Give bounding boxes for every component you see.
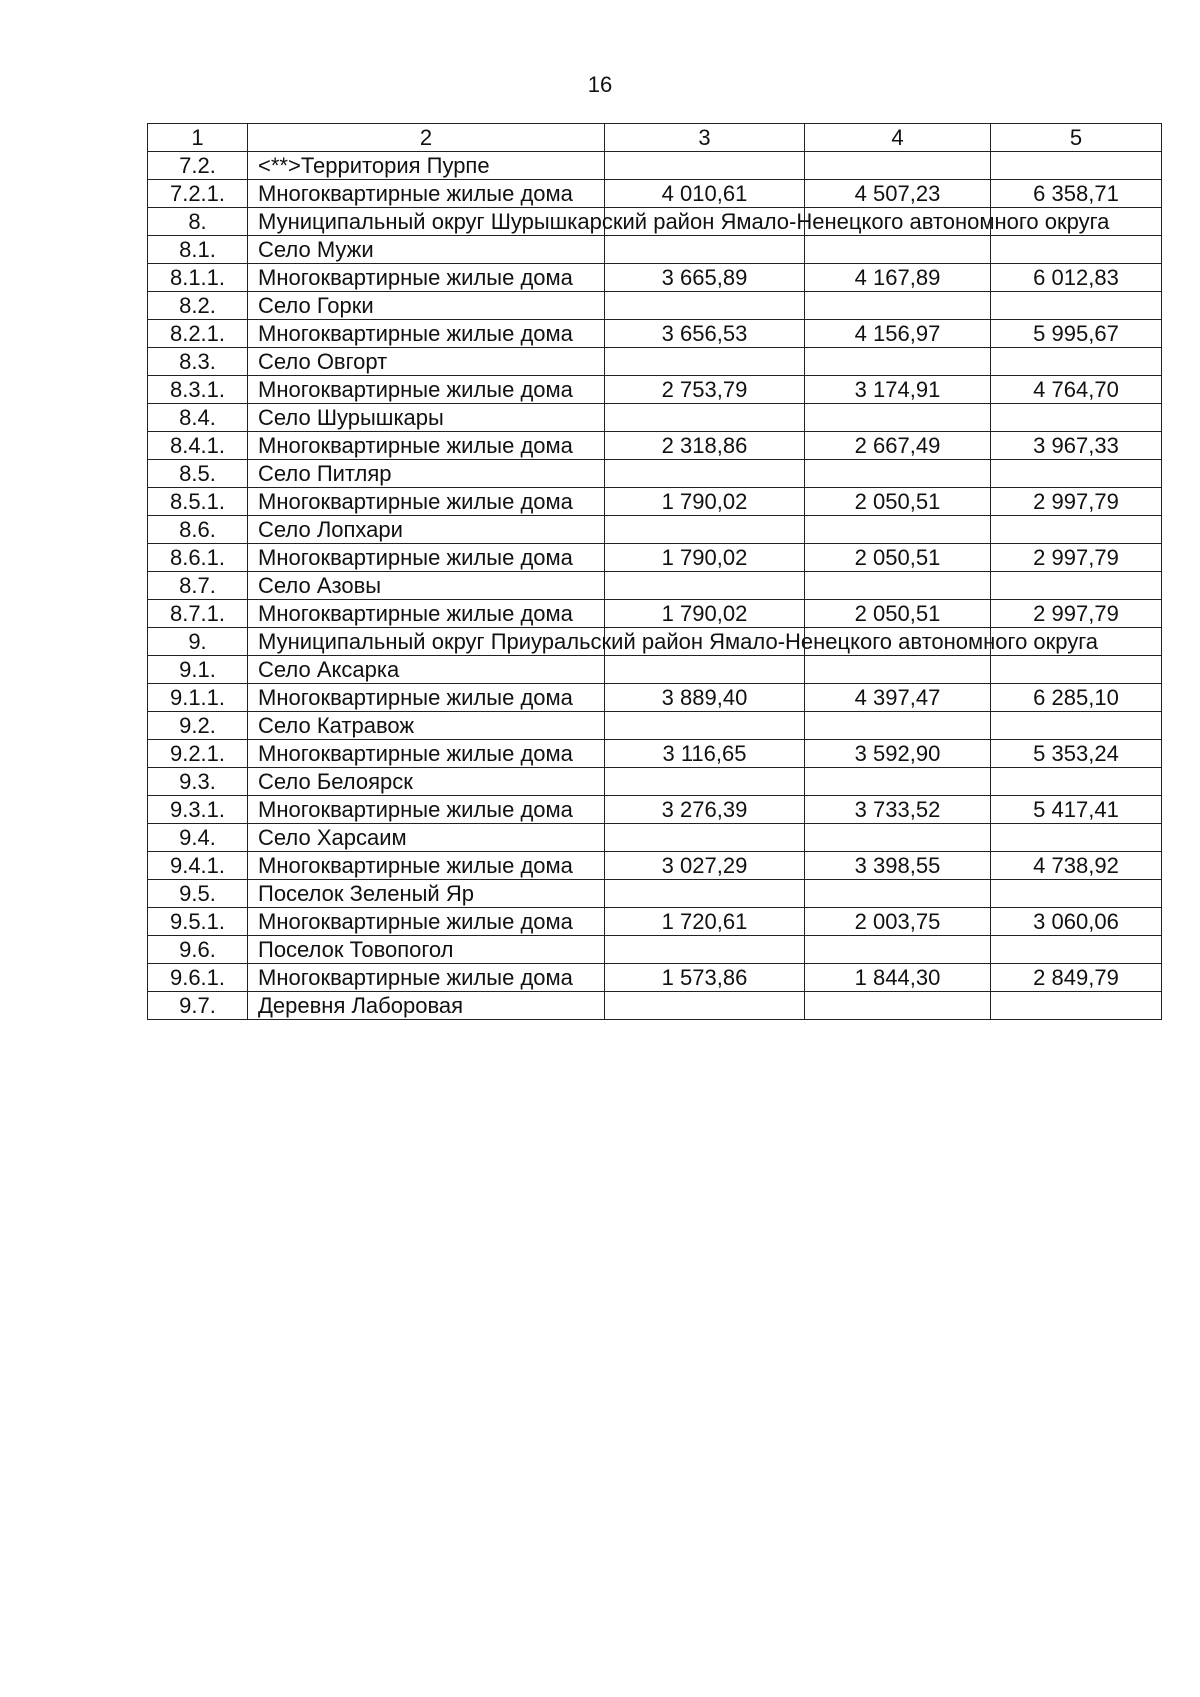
value-col-3 (605, 824, 805, 852)
value-col-4: 4 507,23 (805, 180, 991, 208)
row-number: 8.2. (148, 292, 248, 320)
row-number: 9.2.1. (148, 740, 248, 768)
table-row (148, 208, 1162, 236)
row-name: Село Овгорт (248, 348, 605, 376)
value-col-5: 3 967,33 (991, 432, 1162, 460)
value-col-5: 2 849,79 (991, 964, 1162, 992)
value-col-5 (991, 880, 1162, 908)
table-row (148, 152, 1162, 180)
row-name: Многоквартирные жилые дома (248, 684, 605, 712)
value-col-5: 3 060,06 (991, 908, 1162, 936)
value-col-4 (805, 152, 991, 180)
row-name: Поселок Товопогол (248, 936, 605, 964)
row-name: Многоквартирные жилые дома (248, 264, 605, 292)
value-col-5: 6 358,71 (991, 180, 1162, 208)
table-row (148, 880, 1162, 908)
value-col-4: 4 167,89 (805, 264, 991, 292)
value-col-5: 6 012,83 (991, 264, 1162, 292)
value-col-4 (805, 992, 991, 1020)
row-name: Муниципальный округ Приуральский район Ямало-Ненецкого автономного округа (248, 628, 605, 656)
row-number: 8.4. (148, 404, 248, 432)
value-col-5 (991, 656, 1162, 684)
value-col-3: 3 116,65 (605, 740, 805, 768)
value-col-3: 1 790,02 (605, 600, 805, 628)
row-number: 9.2. (148, 712, 248, 740)
row-name: Деревня Лаборовая (248, 992, 605, 1020)
row-number: 8.3. (148, 348, 248, 376)
table-row (148, 964, 1162, 992)
row-number: 8.2.1. (148, 320, 248, 348)
row-name: Село Белоярск (248, 768, 605, 796)
value-col-4 (805, 656, 991, 684)
column-header: 1 (148, 124, 248, 152)
value-col-4 (805, 236, 991, 264)
value-col-4 (805, 768, 991, 796)
value-col-5 (991, 292, 1162, 320)
row-name: Многоквартирные жилые дома (248, 376, 605, 404)
value-col-3 (605, 516, 805, 544)
row-name: Многоквартирные жилые дома (248, 908, 605, 936)
table-row (148, 740, 1162, 768)
value-col-5 (991, 404, 1162, 432)
table-row (148, 572, 1162, 600)
table-row (148, 432, 1162, 460)
row-name: Село Шурышкары (248, 404, 605, 432)
value-col-3 (605, 572, 805, 600)
value-col-3 (605, 880, 805, 908)
row-number: 9.7. (148, 992, 248, 1020)
row-number: 8.5.1. (148, 488, 248, 516)
value-col-4 (805, 824, 991, 852)
value-col-4: 2 050,51 (805, 544, 991, 572)
value-col-4: 1 844,30 (805, 964, 991, 992)
table-row (148, 544, 1162, 572)
value-col-5: 4 764,70 (991, 376, 1162, 404)
data-table (147, 123, 1162, 1020)
table-row (148, 292, 1162, 320)
value-col-4: 2 667,49 (805, 432, 991, 460)
value-col-5: 5 353,24 (991, 740, 1162, 768)
value-col-3 (605, 152, 805, 180)
value-col-3 (605, 768, 805, 796)
table-row (148, 796, 1162, 824)
row-number: 9.5. (148, 880, 248, 908)
row-name: Многоквартирные жилые дома (248, 432, 605, 460)
row-name: Поселок Зеленый Яр (248, 880, 605, 908)
table-row (148, 180, 1162, 208)
row-number: 9.4.1. (148, 852, 248, 880)
value-col-4 (805, 572, 991, 600)
table-row (148, 488, 1162, 516)
value-col-3 (605, 460, 805, 488)
row-name: Село Горки (248, 292, 605, 320)
value-col-4: 4 397,47 (805, 684, 991, 712)
row-number: 7.2.1. (148, 180, 248, 208)
table-body (148, 124, 1162, 1020)
value-col-5: 2 997,79 (991, 488, 1162, 516)
row-name: Село Азовы (248, 572, 605, 600)
table-row (148, 852, 1162, 880)
column-header: 2 (248, 124, 605, 152)
value-col-5 (991, 992, 1162, 1020)
row-number: 9.3. (148, 768, 248, 796)
table-row (148, 516, 1162, 544)
value-col-3 (605, 992, 805, 1020)
row-name: Многоквартирные жилые дома (248, 964, 605, 992)
row-number: 9.1. (148, 656, 248, 684)
value-col-5: 5 995,67 (991, 320, 1162, 348)
value-col-5 (991, 236, 1162, 264)
value-col-5 (991, 572, 1162, 600)
table-row (148, 712, 1162, 740)
row-number: 8.1.1. (148, 264, 248, 292)
value-col-4 (805, 880, 991, 908)
row-number: 8.6. (148, 516, 248, 544)
table-row (148, 628, 1162, 656)
value-col-5 (991, 152, 1162, 180)
table-row (148, 992, 1162, 1020)
row-number: 9.4. (148, 824, 248, 852)
row-number: 9. (148, 628, 248, 656)
row-name: Многоквартирные жилые дома (248, 488, 605, 516)
value-col-3: 1 790,02 (605, 544, 805, 572)
value-col-5 (991, 712, 1162, 740)
value-col-5 (991, 768, 1162, 796)
value-col-3 (605, 936, 805, 964)
value-col-3: 2 753,79 (605, 376, 805, 404)
value-col-4: 2 050,51 (805, 600, 991, 628)
value-col-4: 3 174,91 (805, 376, 991, 404)
value-col-3: 1 790,02 (605, 488, 805, 516)
row-number: 8.7.1. (148, 600, 248, 628)
row-number: 8.5. (148, 460, 248, 488)
table-row (148, 320, 1162, 348)
value-col-4 (805, 404, 991, 432)
row-name: Село Аксарка (248, 656, 605, 684)
value-col-5 (991, 824, 1162, 852)
row-name: <**>Территория Пурпе (248, 152, 605, 180)
table-row (148, 236, 1162, 264)
value-col-3: 3 276,39 (605, 796, 805, 824)
row-number: 8.6.1. (148, 544, 248, 572)
row-name: Село Мужи (248, 236, 605, 264)
row-name: Многоквартирные жилые дома (248, 180, 605, 208)
table-row (148, 824, 1162, 852)
value-col-3: 3 889,40 (605, 684, 805, 712)
value-col-4: 2 050,51 (805, 488, 991, 516)
row-name: Многоквартирные жилые дома (248, 796, 605, 824)
value-col-3 (605, 656, 805, 684)
row-name: Село Харсаим (248, 824, 605, 852)
table-row (148, 656, 1162, 684)
row-number: 9.5.1. (148, 908, 248, 936)
row-number: 8.1. (148, 236, 248, 264)
value-col-4 (805, 292, 991, 320)
row-number: 9.6. (148, 936, 248, 964)
table-row (148, 376, 1162, 404)
table-row (148, 936, 1162, 964)
value-col-3: 3 656,53 (605, 320, 805, 348)
row-name: Село Катравож (248, 712, 605, 740)
value-col-3: 1 720,61 (605, 908, 805, 936)
row-number: 8.7. (148, 572, 248, 600)
value-col-3 (605, 292, 805, 320)
value-col-3 (605, 712, 805, 740)
table-row (148, 768, 1162, 796)
row-name: Многоквартирные жилые дома (248, 544, 605, 572)
value-col-3: 1 573,86 (605, 964, 805, 992)
value-col-4: 3 733,52 (805, 796, 991, 824)
row-name: Муниципальный округ Шурышкарский район Ямало-Ненецкого автономного округа (248, 208, 605, 236)
row-number: 9.6.1. (148, 964, 248, 992)
value-col-4: 3 592,90 (805, 740, 991, 768)
value-col-5: 5 417,41 (991, 796, 1162, 824)
row-number: 8.3.1. (148, 376, 248, 404)
value-col-3 (605, 236, 805, 264)
table-row (148, 460, 1162, 488)
header-row (148, 124, 1162, 152)
value-col-5 (991, 936, 1162, 964)
page-number: 16 (587, 72, 613, 97)
value-col-5 (991, 516, 1162, 544)
row-name: Многоквартирные жилые дома (248, 852, 605, 880)
value-col-4 (805, 936, 991, 964)
row-number: 7.2. (148, 152, 248, 180)
value-col-5: 2 997,79 (991, 600, 1162, 628)
row-name: Многоквартирные жилые дома (248, 320, 605, 348)
row-number: 8.4.1. (148, 432, 248, 460)
column-header: 5 (991, 124, 1162, 152)
row-name: Село Питляр (248, 460, 605, 488)
value-col-4: 2 003,75 (805, 908, 991, 936)
row-name: Многоквартирные жилые дома (248, 740, 605, 768)
value-col-5 (991, 348, 1162, 376)
value-col-5: 6 285,10 (991, 684, 1162, 712)
row-name: Село Лопхари (248, 516, 605, 544)
value-col-3: 2 318,86 (605, 432, 805, 460)
table-row (148, 264, 1162, 292)
column-header: 4 (805, 124, 991, 152)
row-name: Многоквартирные жилые дома (248, 600, 605, 628)
value-col-4: 4 156,97 (805, 320, 991, 348)
value-col-3: 3 027,29 (605, 852, 805, 880)
value-col-4 (805, 516, 991, 544)
table-row (148, 404, 1162, 432)
table-row (148, 684, 1162, 712)
value-col-5: 4 738,92 (991, 852, 1162, 880)
row-number: 8. (148, 208, 248, 236)
row-number: 9.1.1. (148, 684, 248, 712)
value-col-4 (805, 348, 991, 376)
column-header: 3 (605, 124, 805, 152)
table-row (148, 600, 1162, 628)
value-col-4 (805, 712, 991, 740)
value-col-3 (605, 348, 805, 376)
value-col-3: 4 010,61 (605, 180, 805, 208)
value-col-5: 2 997,79 (991, 544, 1162, 572)
value-col-4 (805, 460, 991, 488)
value-col-5 (991, 460, 1162, 488)
table-row (148, 348, 1162, 376)
value-col-3: 3 665,89 (605, 264, 805, 292)
value-col-4: 3 398,55 (805, 852, 991, 880)
row-number: 9.3.1. (148, 796, 248, 824)
value-col-3 (605, 404, 805, 432)
table-row (148, 908, 1162, 936)
